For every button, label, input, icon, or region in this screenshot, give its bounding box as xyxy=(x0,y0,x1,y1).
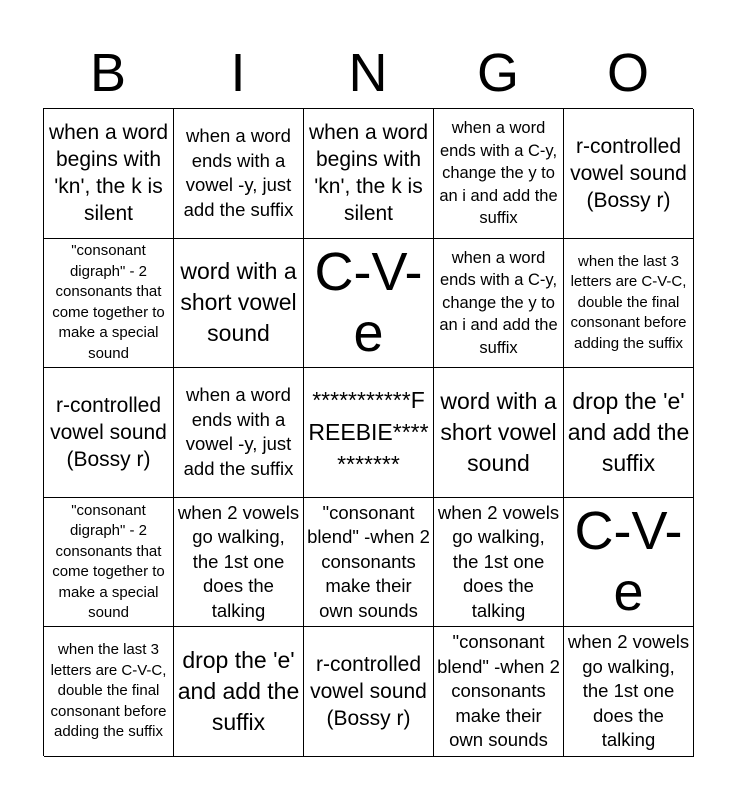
bingo-cell xyxy=(564,627,694,757)
bingo-cell xyxy=(44,627,174,757)
bingo-cell xyxy=(44,498,174,628)
bingo-cell xyxy=(44,109,174,239)
cell-text: r-controlled vowel sound (Bossy r) xyxy=(570,134,687,212)
cell-text: "consonant blend" -when 2 consonants make their own sounds xyxy=(437,631,560,751)
bingo-cell xyxy=(174,109,304,239)
cell-text: "consonant digraph" - 2 consonants that come together to make a special sound xyxy=(52,242,165,362)
bingo-cell xyxy=(304,498,434,628)
bingo-cell xyxy=(304,627,434,757)
bingo-cell xyxy=(304,109,434,239)
bingo-cell xyxy=(434,109,564,239)
cell-text: word with a short vowel sound xyxy=(440,387,557,476)
cell-text: when a word ends with a C-y, change the y to an i and add the suffix xyxy=(439,119,558,228)
header-letter-i: I xyxy=(230,43,246,103)
cell-text: ***********FREEBIE*********** xyxy=(308,387,429,478)
freebie-cell xyxy=(304,368,434,498)
bingo-cell xyxy=(564,498,694,628)
bingo-card-grid xyxy=(43,108,693,756)
bingo-cell xyxy=(434,498,564,628)
cell-text: "consonant blend" -when 2 consonants make their own sounds xyxy=(307,501,430,621)
header-letter-o: O xyxy=(606,43,649,103)
cell-text: C-V-e xyxy=(574,501,683,623)
bingo-cell xyxy=(564,368,694,498)
bingo-cell xyxy=(564,239,694,369)
bingo-cell xyxy=(434,239,564,369)
bingo-cell xyxy=(44,239,174,369)
bingo-header xyxy=(43,38,693,108)
bingo-cell xyxy=(174,627,304,757)
cell-text: when a word begins with 'kn', the k is silent xyxy=(308,121,429,226)
cell-text: r-controlled vowel sound (Bossy r) xyxy=(310,653,427,731)
cell-text: when a word ends with a vowel -y, just add the suffix xyxy=(183,125,294,220)
cell-text: when a word ends with a C-y, change the y to an i and add the suffix xyxy=(439,248,558,357)
bingo-cell xyxy=(304,239,434,369)
cell-text: when a word ends with a vowel -y, just add the suffix xyxy=(183,384,294,479)
bingo-cell xyxy=(564,109,694,239)
cell-text: when 2 vowels go walking, the 1st one does the talking xyxy=(567,631,690,751)
cell-text: "consonant digraph" - 2 consonants that come together to make a special sound xyxy=(52,501,165,622)
cell-text: when the last 3 letters are C-V-C, double the final consonant before adding the suffix xyxy=(570,252,687,352)
bingo-cell xyxy=(174,239,304,369)
cell-text: C-V-e xyxy=(314,241,423,363)
cell-text: drop the 'e' and add the suffix xyxy=(567,387,690,476)
cell-text: when the last 3 letters are C-V-C, double the final consonant before adding the suffix xyxy=(50,641,167,741)
bingo-cell xyxy=(434,627,564,757)
cell-text: r-controlled vowel sound (Bossy r) xyxy=(50,393,167,471)
header-letter-g: G xyxy=(476,43,519,103)
cell-text: when 2 vowels go walking, the 1st one does the talking xyxy=(177,501,300,621)
bingo-cell xyxy=(44,368,174,498)
header-letter-n: N xyxy=(348,43,388,103)
header-letter-b: B xyxy=(89,43,127,103)
bingo-cell xyxy=(434,368,564,498)
cell-text: word with a short vowel sound xyxy=(180,258,297,347)
cell-text: drop the 'e' and add the suffix xyxy=(177,647,300,736)
bingo-cell xyxy=(174,498,304,628)
cell-text: when 2 vowels go walking, the 1st one does the talking xyxy=(437,501,560,621)
cell-text: when a word begins with 'kn', the k is silent xyxy=(48,121,169,226)
bingo-cell xyxy=(174,368,304,498)
